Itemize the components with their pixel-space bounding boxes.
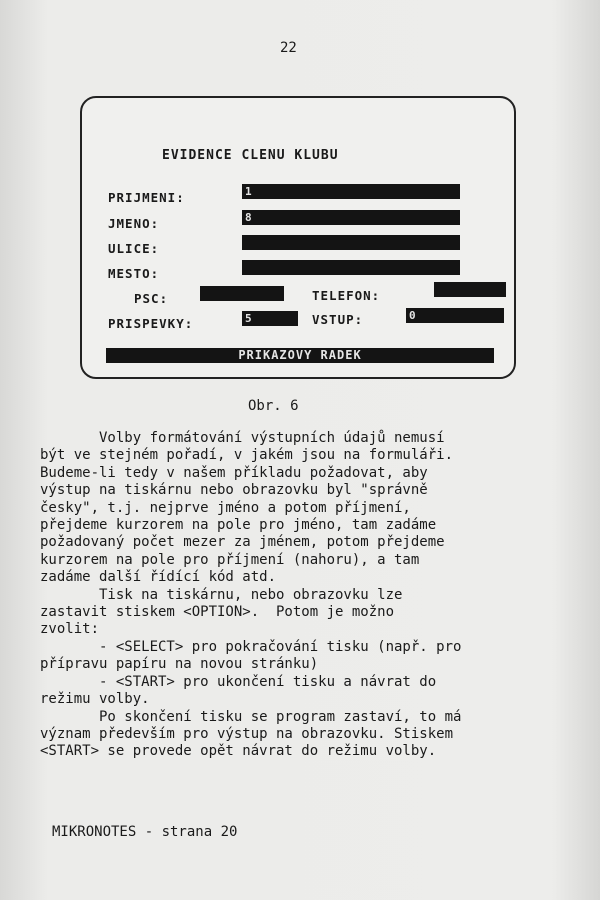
body-line: požadovaný počet mezer za jménem, potom přejdeme [40,534,445,551]
vstup-label: VSTUP: [312,312,364,327]
body-line: Tisk na tiskárnu, nebo obrazovku lze [40,586,403,603]
body-line: přípravu papíru na novou stránku) [40,656,319,673]
mesto-label: MESTO: [108,266,160,281]
mesto-field [242,260,460,275]
jmeno-field: 8 [242,210,460,225]
body-line: Budeme-li tedy v našem příkladu požadovat, aby [40,464,428,481]
body-line: - <START> pro ukončení tisku a návrat do [40,673,437,690]
form-title: EVIDENCE CLENU KLUBU [162,148,339,163]
body-line: přejdeme kurzorem na pole pro jméno, tam zadáme [40,517,437,534]
telefon-label: TELEFON: [312,288,381,303]
page-number: 22 [280,40,297,56]
psc-field [200,286,284,301]
form-screen-illustration [80,96,516,379]
body-line: být ve stejném pořadí, v jakém jsou na formuláři. [40,447,454,464]
jmeno-label: JMENO: [108,216,160,231]
body-line: výstup na tiskárnu nebo obrazovku byl "správně [40,482,428,499]
command-line-bar: PRIKAZOVY RADEK [106,348,494,363]
body-text [40,430,570,761]
body-line: <START> se provede opět návrat do režimu volby. [40,743,437,760]
prijmeni-label: PRIJMENI: [108,190,185,205]
body-line: Po skončení tisku se program zastaví, to má [40,708,462,725]
body-line: česky", t.j. nejprve jméno a potom příjmení, [40,499,411,516]
telefon-field [434,282,506,297]
body-line: - <SELECT> pro pokračování tisku (např. pro [40,638,462,655]
vstup-field: 0 [406,308,504,323]
body-line: zadáme další řídící kód atd. [40,569,277,586]
ulice-label: ULICE: [108,241,160,256]
body-line: kurzorem na pole pro příjmení (nahoru), a tam [40,551,420,568]
body-line: význam především pro výstup na obrazovku. Stiskem [40,725,454,742]
figure-caption: Obr. 6 [248,398,299,414]
psc-label: PSC: [134,291,169,306]
prispevky-field: 5 [242,311,298,326]
body-line: zastavit stiskem <OPTION>. Potom je možno [40,604,395,621]
prijmeni-field: 1 [242,184,460,199]
body-line: zvolit: [40,621,100,638]
prispevky-label: PRISPEVKY: [108,316,194,331]
ulice-field [242,235,460,250]
page-footer: MIKRONOTES - strana 20 [52,824,238,840]
body-line: režimu volby. [40,691,150,708]
body-line: Volby formátování výstupních údajů nemusí [40,430,445,446]
